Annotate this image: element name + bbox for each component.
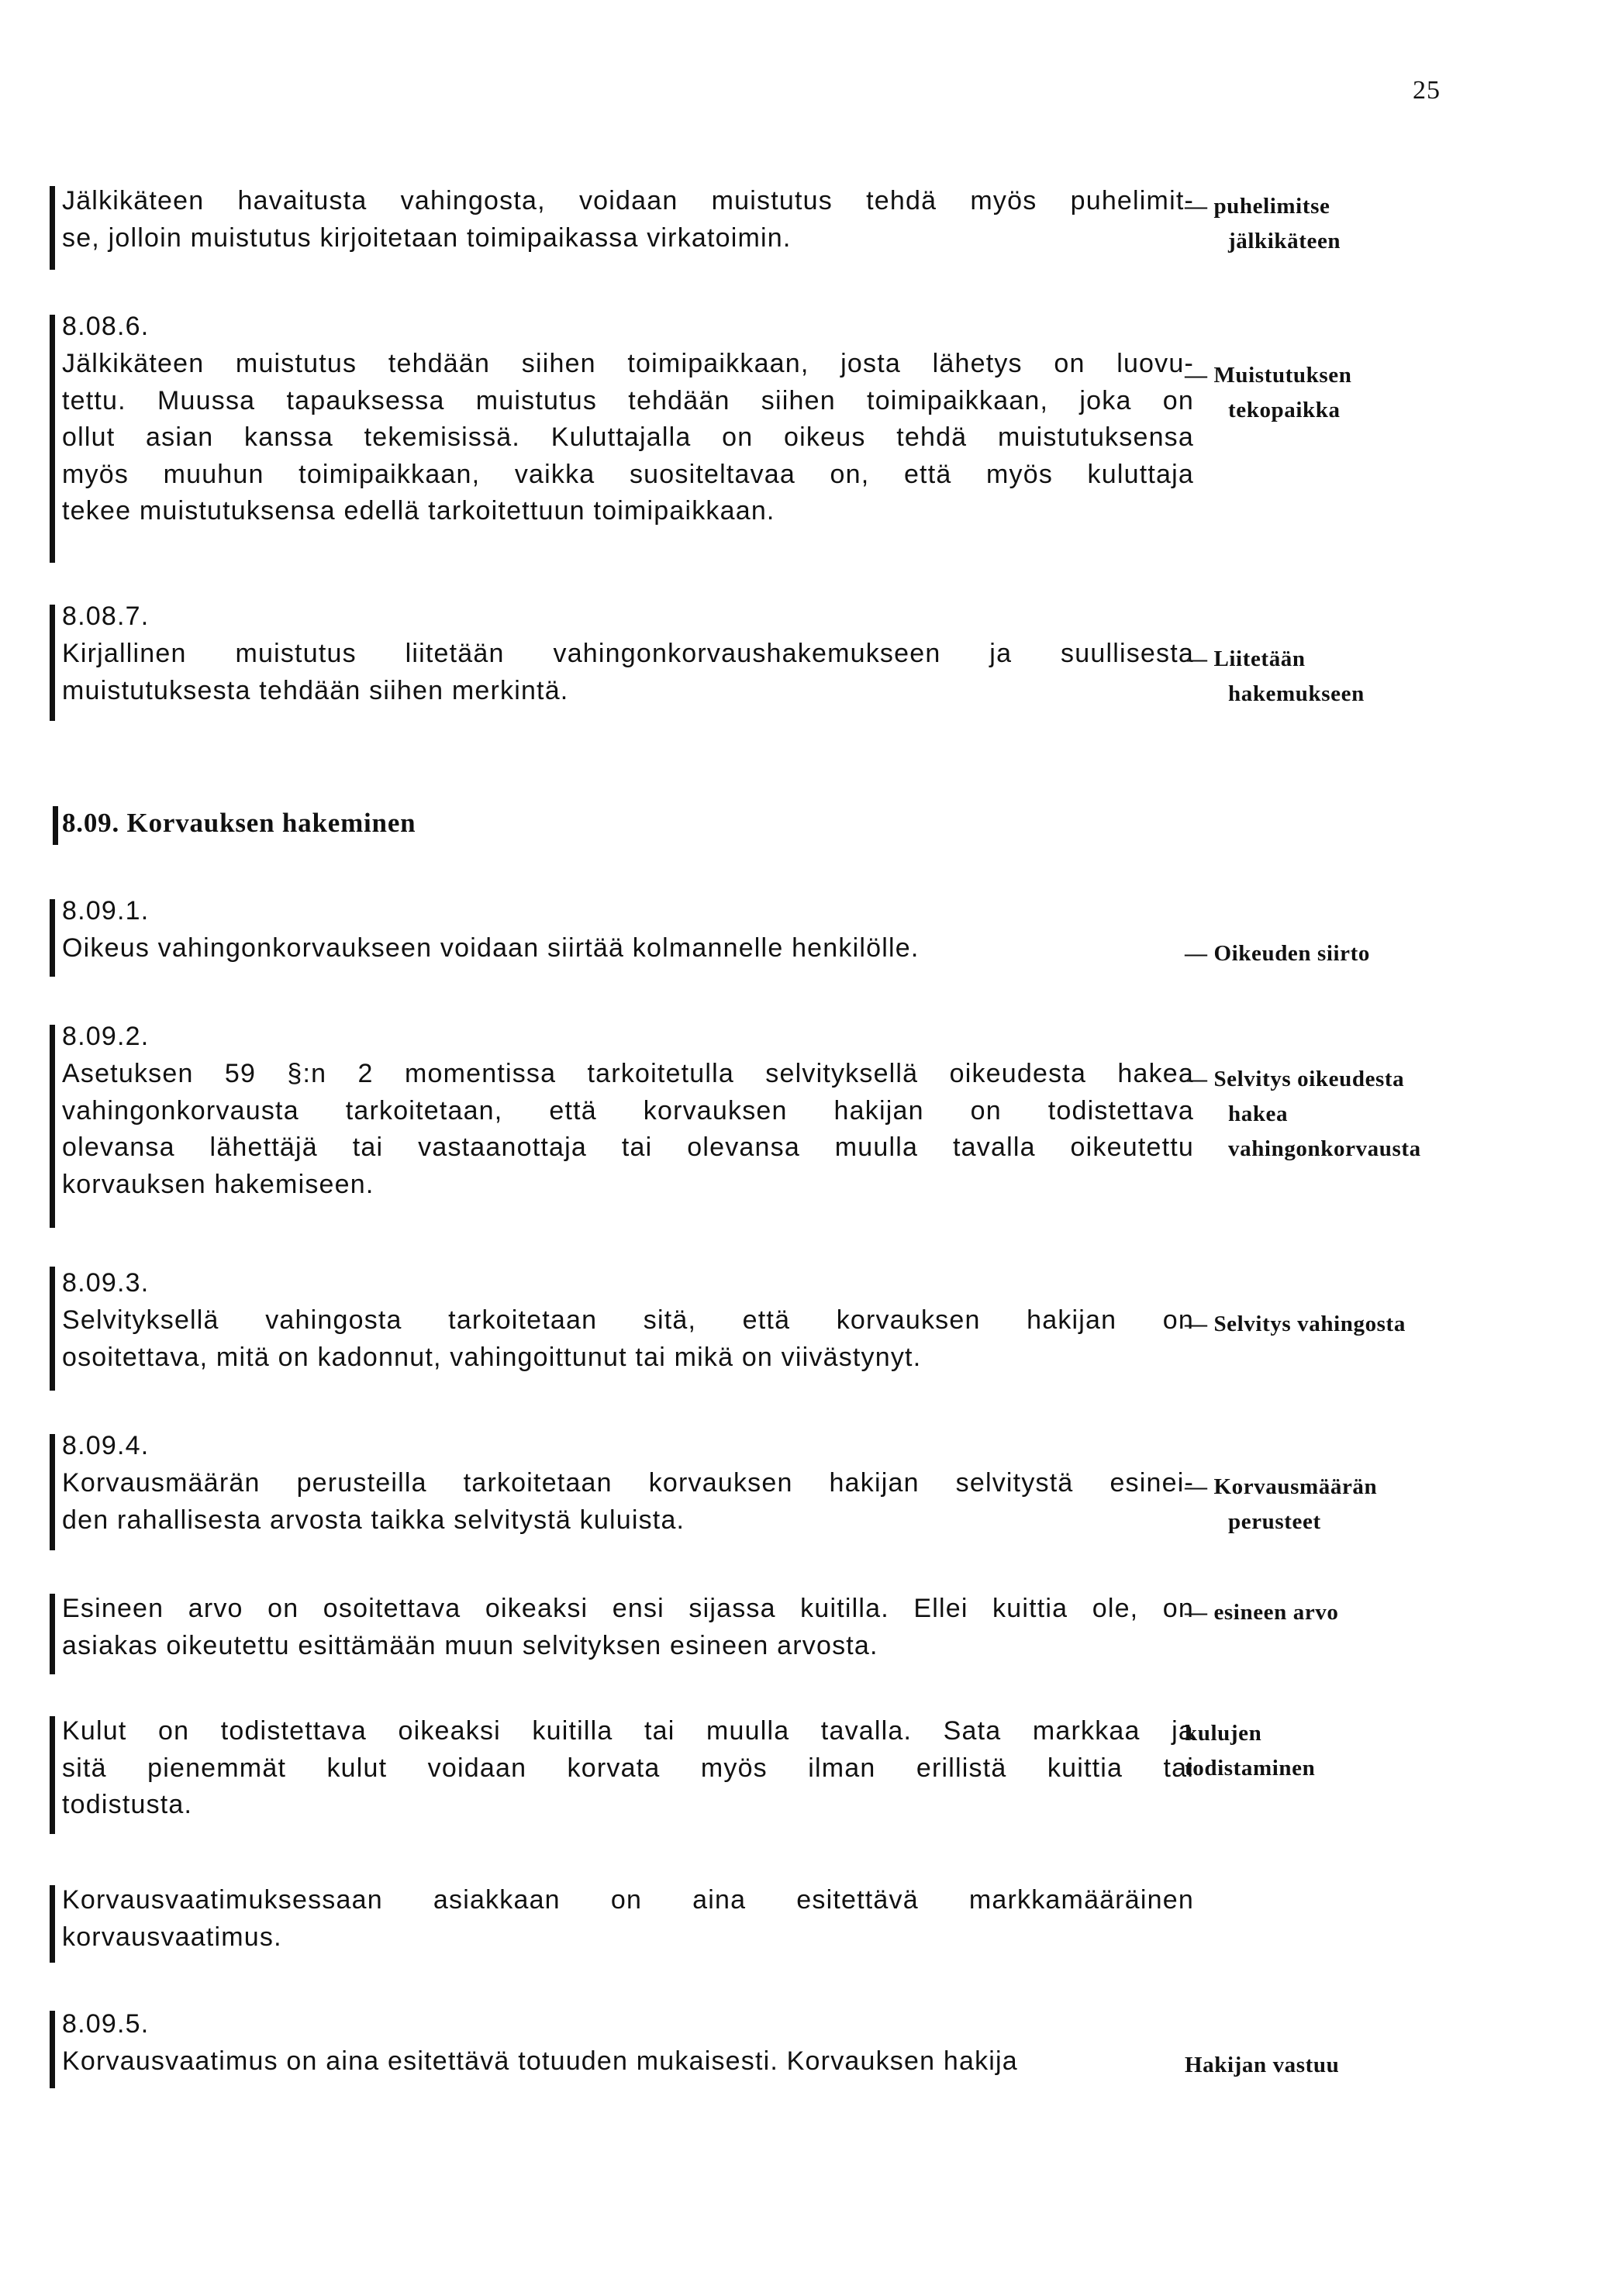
revision-bar — [53, 806, 58, 845]
paragraph-text: Korvausvaatimuksessaan asiakkaan on aina esitettävä markkamääräinen korvausvaatimus. — [62, 1885, 1194, 1952]
margin-note: — puhelimitse jälkikäteen — [1185, 194, 1341, 253]
paragraph-text: Jälkikäteen muistutus tehdään siihen toimipaikkaan, josta lähetys on luovu- tettu. Muussa tapauksessa muistutus tehdään siihen toimipaikkaan, joka on ollut asian kanssa tekemisissä. Kuluttajalla on oikeus tehdä muistutuksensa myös muuhun toimipaikkaan, vaikka suositeltavaa on, että myös kuluttaja tekee muistutuksensa edellä tarkoitettuun toimipaikkaan. — [62, 349, 1194, 526]
section-heading: 8.09. Korvauksen hakeminen — [62, 808, 416, 838]
margin-note: kulujen todistaminen — [1185, 1721, 1316, 1781]
paragraph-text — [62, 183, 1194, 257]
revision-bar — [50, 605, 55, 721]
paragraph-text: Oikeus vahingonkorvaukseen voidaan siirtää kolmannelle henkilölle. — [62, 933, 920, 963]
section-number: 8.09.5. — [62, 2009, 150, 2039]
margin-note: — Selvitys oikeudesta hakea vahingonkorvausta — [1185, 1067, 1421, 1161]
revision-bar — [50, 315, 55, 563]
revision-bar — [50, 1716, 55, 1834]
paragraph-text: Korvausvaatimus on aina esitettävä totuuden mukaisesti. Korvauksen hakija — [62, 2046, 1018, 2076]
margin-note: — Selvitys vahingosta — [1185, 1312, 1406, 1336]
section-number: 8.09.4. — [62, 1431, 150, 1460]
margin-note: — Liitetään hakemukseen — [1185, 646, 1365, 706]
revision-bar — [50, 899, 55, 977]
paragraph-text: Kirjallinen muistutus liitetään vahingonkorvaushakemukseen ja suullisesta muistutuksesta tehdään siihen merkintä. — [62, 639, 1194, 705]
revision-bar — [50, 1434, 55, 1550]
margin-note: Hakijan vastuu — [1185, 2053, 1340, 2077]
margin-note: — esineen arvo — [1185, 1600, 1339, 1625]
revision-bar — [50, 186, 55, 270]
margin-note: — Oikeuden siirto — [1185, 941, 1370, 966]
section-number: 8.08.7. — [62, 602, 150, 631]
paragraph-text: Korvausmäärän perusteilla tarkoitetaan korvauksen hakijan selvitystä esinei- den rahallisesta arvosta taikka selvitystä kuluista. — [62, 1468, 1194, 1535]
section-number: 8.09.2. — [62, 1022, 150, 1051]
margin-note: — Korvausmäärän perusteet — [1185, 1474, 1378, 1534]
text-line: Jälkikäteen havaitusta vahingosta, voidaan muistutus tehdä myös puhelimit- — [62, 186, 1194, 215]
text-line: se, jolloin muistutus kirjoitetaan toimipaikassa virkatoimin. — [62, 222, 792, 253]
page-number: 25 — [1413, 76, 1441, 105]
revision-bar — [50, 1267, 55, 1391]
paragraph-text: Kulut on todistettava oikeaksi kuitilla tai muulla tavalla. Sata markkaa ja sitä pienemmät kulut voidaan korvata myös ilman erillistä kuittia tai todistusta. — [62, 1716, 1194, 1819]
paragraph-text: Asetuksen 59 §:n 2 momentissa tarkoitetulla selvityksellä oikeudesta hakea vahingonkorvausta tarkoitetaan, että korvauksen hakijan on todistettava olevansa lähettäjä tai vastaanottaja tai olevansa muulla tavalla oikeutettu korvauksen hakemiseen. — [62, 1059, 1194, 1199]
margin-note: — Muistutuksen tekopaikka — [1185, 363, 1352, 422]
paragraph-text: Esineen arvo on osoitettava oikeaksi ensi sijassa kuitilla. Ellei kuittia ole, on asiakas oikeutettu esittämään muun selvityksen esineen arvosta. — [62, 1594, 1194, 1660]
revision-bar — [50, 2011, 55, 2088]
revision-bar — [50, 1885, 55, 1963]
paragraph-text: Selvityksellä vahingosta tarkoitetaan sitä, että korvauksen hakijan on osoitettava, mitä on kadonnut, vahingoittunut tai mikä on viivästynyt. — [62, 1305, 1194, 1372]
revision-bar — [50, 1025, 55, 1228]
section-number: 8.08.6. — [62, 312, 150, 341]
section-number: 8.09.3. — [62, 1268, 150, 1298]
revision-bar — [50, 1594, 55, 1674]
section-number: 8.09.1. — [62, 896, 150, 926]
